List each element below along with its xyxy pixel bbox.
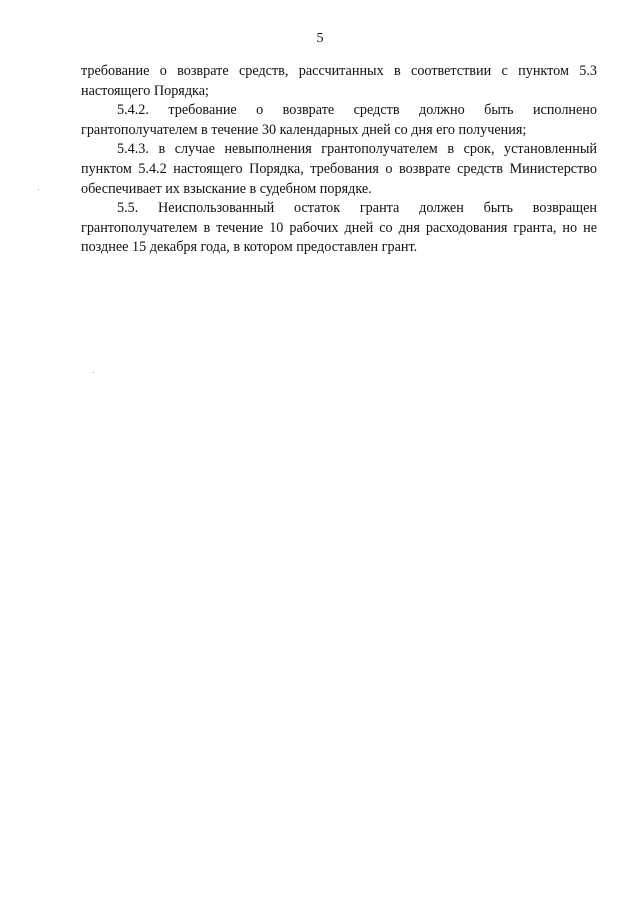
paragraph-continuation: требование о возврате средств, рассчитанных в соответствии с пунктом 5.3 настоящего Порядка; — [81, 63, 597, 99]
scan-speck — [38, 189, 39, 190]
page-number: 5 — [316, 31, 324, 46]
paragraph-5-4-2: 5.4.2. требование о возврате средств должно быть исполнено грантополучателем в течение 30 календарных дней со дня его получения; — [81, 102, 597, 138]
document-body — [81, 62, 597, 258]
scan-speck — [93, 372, 94, 373]
paragraph-5-5: 5.5. Неиспользованный остаток гранта должен быть возвращен грантополучателем в течение 10 рабочих дней со дня расходования гранта, но не позднее 15 декабря года, в котором предоставлен грант. — [81, 200, 597, 256]
paragraph-5-4-3: 5.4.3. в случае невыполнения грантополучателем в срок, установленный пунктом 5.4.2 настоящего Порядка, требования о возврате средств Министерство обеспечивает их взыскание в судебном порядке. — [81, 141, 597, 197]
